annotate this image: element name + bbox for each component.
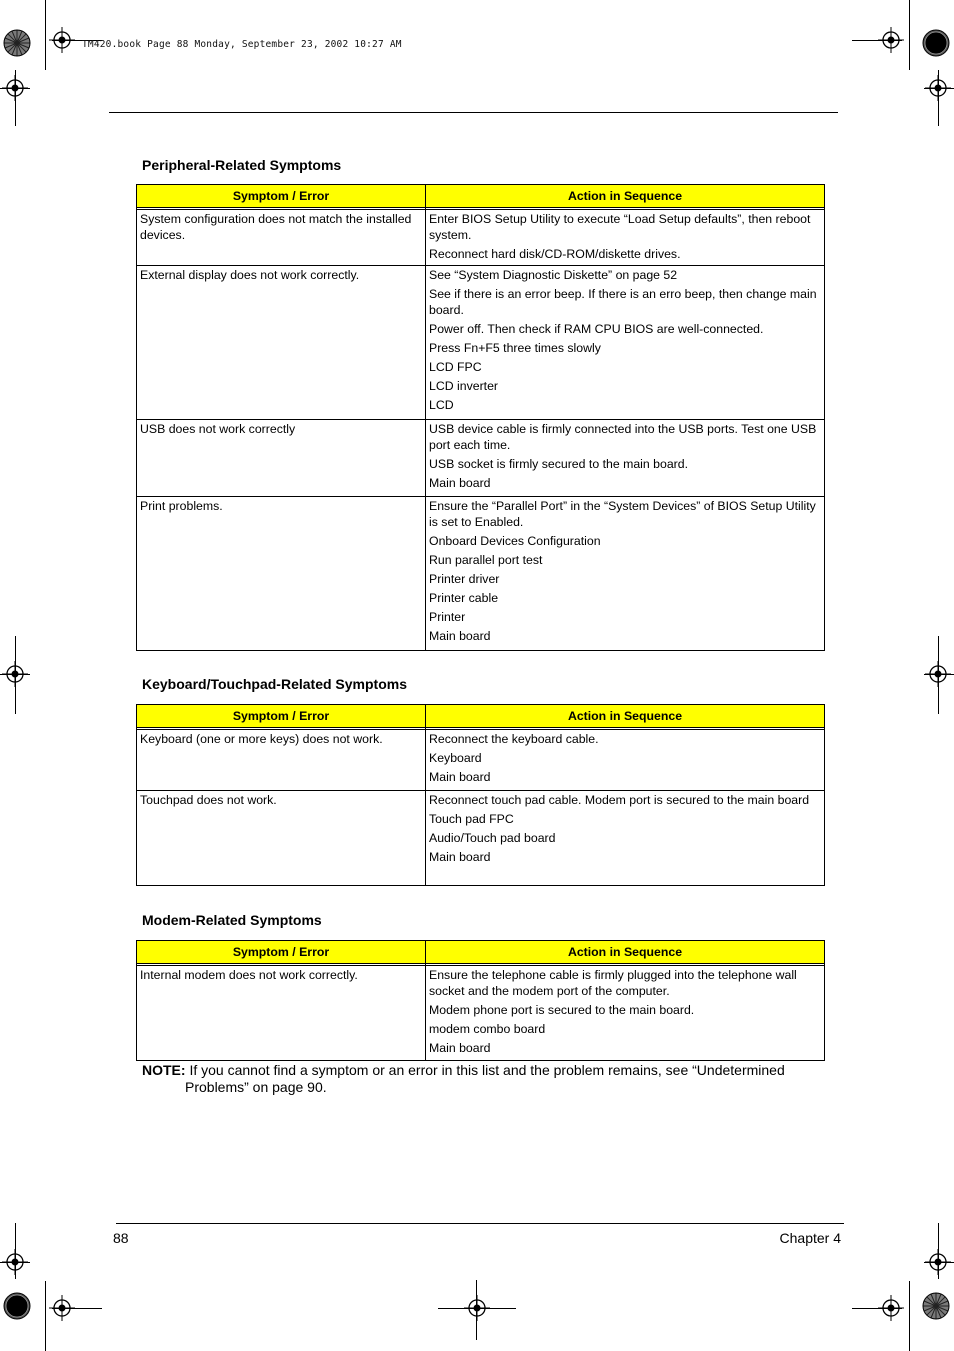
action-step: Main board: [429, 476, 491, 490]
action-step: Enter BIOS Setup Utility to execute “Load Setup defaults”, then reboot system.: [429, 212, 811, 242]
action-step: Run parallel port test: [429, 553, 543, 567]
column-header-symptom: Symptom / Error: [137, 941, 426, 964]
registration-mark-icon: [878, 1295, 904, 1321]
action-step: modem combo board: [429, 1022, 546, 1036]
action-step: Reconnect touch pad cable. Modem port is secured to the main board: [429, 793, 810, 807]
note-text: If you cannot find a symptom or an error in this list and the problem remains, see “Undetermined Problems” on page 90.: [185, 1062, 785, 1095]
starburst-target-icon: [922, 29, 950, 57]
symptom-cell: Touchpad does not work.: [137, 791, 426, 886]
action-step: Keyboard: [429, 751, 482, 765]
action-step: Reconnect hard disk/CD-ROM/diskette drives.: [429, 247, 681, 261]
action-step: LCD: [429, 398, 454, 412]
starburst-target-icon: [3, 1292, 31, 1320]
table-row: [137, 791, 825, 886]
chapter-label: Chapter 4: [779, 1230, 841, 1246]
action-step: LCD inverter: [429, 379, 499, 393]
crop-line: [45, 0, 46, 70]
starburst-target-icon: [3, 29, 31, 57]
action-cell: [426, 210, 825, 266]
table-row: [137, 497, 825, 651]
column-header-symptom: Symptom / Error: [137, 185, 426, 208]
column-header-symptom: Symptom / Error: [137, 705, 426, 728]
table-row: [137, 966, 825, 1061]
action-step: Audio/Touch pad board: [429, 831, 556, 845]
symptom-cell: Print problems.: [137, 497, 426, 651]
note-paragraph: [142, 1062, 822, 1096]
action-step: Power off. Then check if RAM CPU BIOS are well-connected.: [429, 322, 764, 336]
peripheral-symptoms-table: [136, 184, 825, 651]
registration-mark-icon: [49, 1295, 75, 1321]
column-header-action: Action in Sequence: [426, 185, 825, 208]
column-header-action: Action in Sequence: [426, 941, 825, 964]
action-cell: [426, 730, 825, 791]
footer-rule: [116, 1223, 844, 1224]
table-header-row: [137, 705, 825, 728]
action-step: See “System Diagnostic Diskette” on page 52: [429, 268, 678, 282]
action-step: Ensure the telephone cable is firmly plugged into the telephone wall socket and the modem port of the computer.: [429, 968, 797, 998]
action-cell: [426, 966, 825, 1061]
registration-mark-icon: [925, 75, 951, 101]
action-step: Reconnect the keyboard cable.: [429, 732, 599, 746]
header-rule: [109, 112, 838, 113]
table-header-row: [137, 185, 825, 208]
action-step: Printer driver: [429, 572, 500, 586]
action-step: USB socket is firmly secured to the main board.: [429, 457, 689, 471]
crop-line: [909, 1281, 910, 1351]
symptom-cell: Internal modem does not work correctly.: [137, 966, 426, 1061]
action-step: Printer: [429, 610, 466, 624]
registration-mark-icon: [2, 75, 28, 101]
print-header: TM420.book Page 88 Monday, September 23, 2002 10:27 AM: [82, 39, 402, 50]
action-step: LCD FPC: [429, 360, 482, 374]
action-cell: [426, 266, 825, 420]
action-step: Touch pad FPC: [429, 812, 514, 826]
action-step: Press Fn+F5 three times slowly: [429, 341, 601, 355]
table-row: [137, 420, 825, 497]
action-step: Ensure the “Parallel Port” in the “System Devices” of BIOS Setup Utility is set to Enabled.: [429, 499, 816, 529]
page-number: 88: [113, 1230, 129, 1246]
action-cell: [426, 420, 825, 497]
registration-mark-icon: [2, 661, 28, 687]
starburst-target-icon: [922, 1292, 950, 1320]
crop-line: [909, 0, 910, 70]
registration-mark-icon: [925, 1249, 951, 1275]
registration-mark-icon: [925, 661, 951, 687]
action-step: Onboard Devices Configuration: [429, 534, 601, 548]
note-label: NOTE:: [142, 1062, 186, 1078]
table-row: [137, 266, 825, 420]
modem-symptoms-table: [136, 940, 825, 1061]
registration-mark-icon: [49, 27, 75, 53]
section-title-keyboard-touchpad: Keyboard/Touchpad-Related Symptoms: [142, 676, 408, 692]
keyboard-touchpad-symptoms-table: [136, 704, 825, 886]
registration-mark-icon: [2, 1249, 28, 1275]
table-row: [137, 730, 825, 791]
symptom-cell: USB does not work correctly: [137, 420, 426, 497]
action-cell: [426, 791, 825, 886]
table-header-row: [137, 941, 825, 964]
action-step: Printer cable: [429, 591, 499, 605]
registration-mark-icon: [878, 27, 904, 53]
action-step: Main board: [429, 1041, 491, 1055]
table-row: [137, 210, 825, 266]
registration-mark-icon: [464, 1295, 490, 1321]
action-step: USB device cable is firmly connected into the USB ports. Test one USB port each time.: [429, 422, 817, 452]
section-title-modem: Modem-Related Symptoms: [142, 912, 322, 928]
action-step: Main board: [429, 629, 491, 643]
symptom-cell: Keyboard (one or more keys) does not work.: [137, 730, 426, 791]
symptom-cell: System configuration does not match the installed devices.: [137, 210, 426, 266]
crop-line: [45, 1281, 46, 1351]
action-step: Modem phone port is secured to the main board.: [429, 1003, 695, 1017]
action-step: See if there is an error beep. If there is an erro beep, then change main board.: [429, 287, 817, 317]
action-step: Main board: [429, 850, 491, 864]
action-cell: [426, 497, 825, 651]
action-step: Main board: [429, 770, 491, 784]
column-header-action: Action in Sequence: [426, 705, 825, 728]
symptom-cell: External display does not work correctly.: [137, 266, 426, 420]
section-title-peripheral: Peripheral-Related Symptoms: [142, 157, 342, 173]
